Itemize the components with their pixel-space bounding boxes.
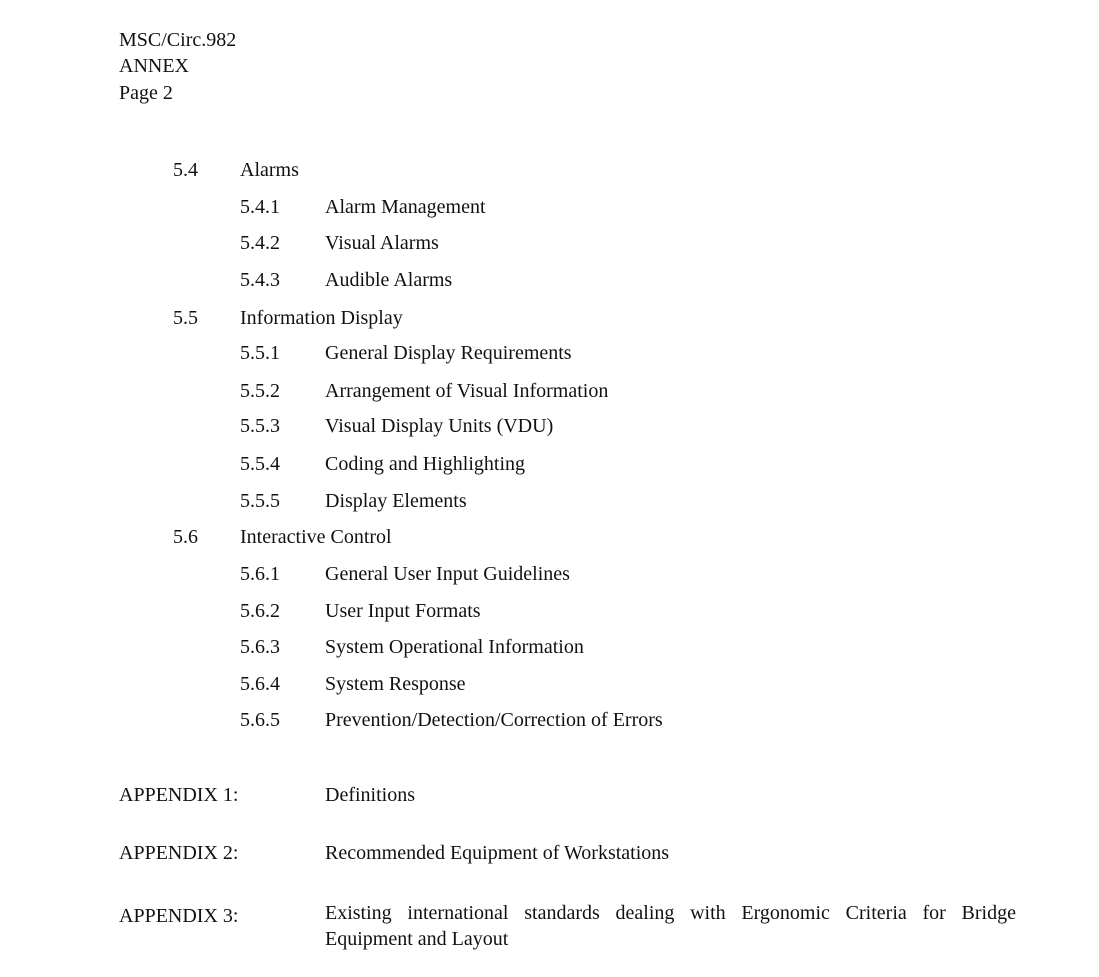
subsection-title: Coding and Highlighting [325,453,525,475]
subsection-number: 5.6.1 [240,563,280,585]
subsection-title: User Input Formats [325,600,481,622]
subsection-number: 5.5.5 [240,490,280,512]
appendix-label: APPENDIX 3: [119,905,239,927]
subsection-title: General User Input Guidelines [325,563,570,585]
subsection-title: Alarm Management [325,196,486,218]
subsection-number: 5.5.2 [240,380,280,402]
section-title: Information Display [240,307,403,329]
subsection-title: Prevention/Detection/Correction of Errors [325,709,663,731]
annex-label: ANNEX [119,55,189,77]
section-number: 5.4 [173,159,198,181]
subsection-number: 5.4.3 [240,269,280,291]
subsection-number: 5.5.3 [240,415,280,437]
page-number: Page 2 [119,82,173,104]
subsection-number: 5.4.1 [240,196,280,218]
subsection-title: Display Elements [325,490,467,512]
subsection-title: Visual Alarms [325,232,439,254]
subsection-title: Audible Alarms [325,269,453,291]
subsection-title: System Operational Information [325,636,584,658]
subsection-title: Arrangement of Visual Information [325,380,609,402]
subsection-number: 5.4.2 [240,232,280,254]
appendix-title-line: Existing international standards dealing with Ergonomic Criteria for Bridge [325,902,1016,924]
document-reference: MSC/Circ.982 [119,29,237,51]
section-number: 5.6 [173,526,198,548]
appendix-label: APPENDIX 2: [119,842,239,864]
appendix-label: APPENDIX 1: [119,784,239,806]
subsection-title: General Display Requirements [325,342,572,364]
subsection-title: System Response [325,673,466,695]
appendix-title-line: Equipment and Layout [325,928,509,950]
section-title: Interactive Control [240,526,392,548]
subsection-number: 5.6.5 [240,709,280,731]
subsection-number: 5.5.1 [240,342,280,364]
subsection-title: Visual Display Units (VDU) [325,415,554,437]
section-title: Alarms [240,159,299,181]
appendix-title: Recommended Equipment of Workstations [325,842,670,864]
appendix-title: Definitions [325,784,415,806]
section-number: 5.5 [173,307,198,329]
appendix-title [325,900,1016,952]
subsection-number: 5.5.4 [240,453,280,475]
subsection-number: 5.6.2 [240,600,280,622]
subsection-number: 5.6.3 [240,636,280,658]
subsection-number: 5.6.4 [240,673,280,695]
